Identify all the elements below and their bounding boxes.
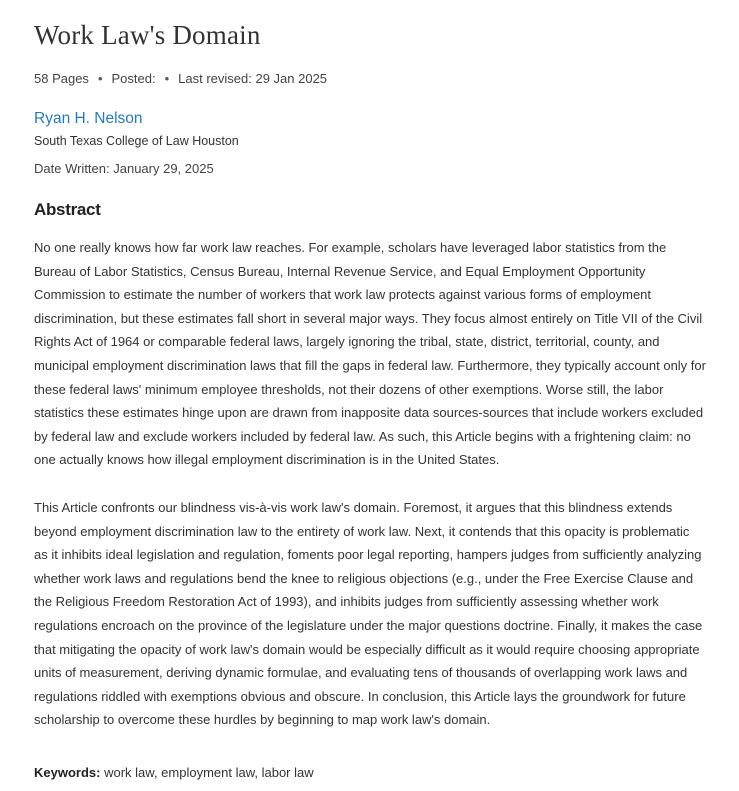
meta-separator: • xyxy=(164,71,170,86)
date-written: Date Written: January 29, 2025 xyxy=(34,161,214,176)
keywords xyxy=(34,765,314,780)
keywords-value: work law, employment law, labor law xyxy=(104,765,314,780)
abstract-paragraph: This Article confronts our blindness vis-à-vis work law's domain. Foremost, it argues that this blindness extends beyond employment discrimination law to the entirety of work law. Next, it contends that this opacity is problematic as it inhibits ideal legislation and regulation, foments poor legal reporting, hampers judges from sufficiently analyzing whether work laws and regulations bend the knee to religious objections (e.g., under the Free Exercise Clause and the Religious Freedom Restoration Act of 1993), and inhibits judges from sufficiently assessing whether work regulations encroach on the province of the legislature under the major questions doctrine. Finally, it makes the case that mitigating the opacity of work law's domain would be especially difficult as it would require choosing appropriate units of measurement, deriving dynamic formulae, and evaluating tens of thousands of overlapping work laws and regulations riddled with exemptions obvious and obscure. In conclusion, this Article lays the groundwork for future scholarship to overcome these hurdles by beginning to map work law's domain. xyxy=(34,499,703,728)
paper-meta xyxy=(34,71,327,86)
keywords-label: Keywords: xyxy=(34,765,101,780)
author-affiliation: South Texas College of Law Houston xyxy=(34,134,239,148)
author-link[interactable]: Ryan H. Nelson xyxy=(34,110,143,127)
page-count: 58 Pages xyxy=(34,71,89,86)
abstract-heading: Abstract xyxy=(34,200,101,219)
last-revised: Last revised: 29 Jan 2025 xyxy=(178,71,328,86)
abstract-paragraph: No one really knows how far work law reaches. For example, scholars have leveraged labor statistics from the Bureau of Labor Statistics, Census Bureau, Internal Revenue Service, and Equal Employment Opportunity Commission to estimate the number of workers that work law protects against various forms of employment discrimination, but these estimates fall short in several major ways. They focus almost entirely on Title VII of the Civil Rights Act of 1964 or comparable federal laws, largely ignoring the tribal, state, district, territorial, county, and municipal employment discrimination laws that fill the gaps in federal law. Furthermore, they typically account only for these federal laws' minimum employee thresholds, not their dozens of other exemptions. Worse still, the labor statistics these estimates hinge upon are drawn from inapposite data sources-sources that include workers excluded by federal law and exclude workers included by federal law. As such, this Article begins with a frightening claim: no one actually knows how illegal employment discrimination is in the United States. xyxy=(34,240,706,468)
page-title: Work Law's Domain xyxy=(34,20,261,50)
meta-separator: • xyxy=(97,71,103,86)
posted-label: Posted: xyxy=(111,71,156,86)
abstract-body xyxy=(34,236,706,756)
